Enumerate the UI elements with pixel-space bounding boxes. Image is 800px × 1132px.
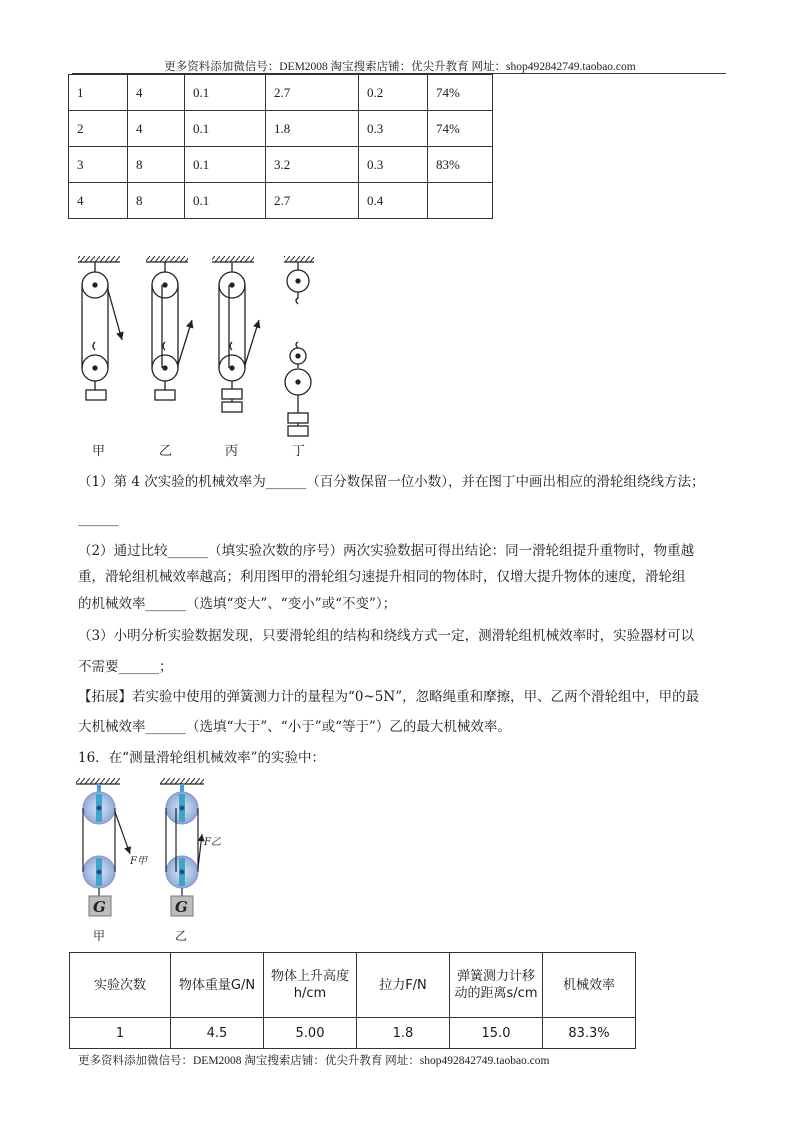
table-row bbox=[69, 183, 493, 219]
force-label-jia: F甲 bbox=[130, 856, 147, 867]
extension-line-2: 大机械效率______（选填“大于”、“小于”或“等于”）乙的最大机械效率。 bbox=[78, 719, 511, 735]
table-cell: 2.7 bbox=[266, 75, 359, 111]
table-header-cell: 弹簧测力计移动的距离s/cm bbox=[450, 953, 543, 1018]
question-3-line-1: （3）小明分析实验数据发现，只要滑轮组的结构和绕线方式一定，测滑轮组机械效率时，实验器材可以 bbox=[78, 628, 695, 644]
table-cell: 3.2 bbox=[266, 147, 359, 183]
question-3-line-2: 不需要______； bbox=[78, 659, 173, 675]
table-row bbox=[69, 75, 493, 111]
table-cell: 8 bbox=[128, 183, 185, 219]
table-header-cell: 机械效率 bbox=[543, 953, 636, 1018]
pulley-system-yi-2 bbox=[160, 778, 221, 916]
table-header-cell: 物体上升高度h/cm bbox=[264, 953, 357, 1018]
table-cell: 1.8 bbox=[266, 111, 359, 147]
table-cell: 0.1 bbox=[185, 111, 266, 147]
figure2-label-jia: 甲 bbox=[93, 929, 106, 943]
table-cell: 5.00 bbox=[264, 1018, 357, 1049]
experiment-table-1 bbox=[68, 74, 493, 219]
table-cell: 2 bbox=[69, 111, 128, 147]
table-header-cell: 实验次数 bbox=[70, 953, 171, 1018]
table-cell: 1 bbox=[69, 75, 128, 111]
table-row bbox=[70, 1018, 636, 1049]
table-cell: 8 bbox=[128, 147, 185, 183]
extension-line-1: 【拓展】若实验中使用的弹簧测力计的量程为“0~5N”，忽略绳重和摩擦，甲、乙两个滑轮组中，甲的最 bbox=[78, 689, 700, 705]
page-footer: 更多资料添加微信号：DEM2008 淘宝搜索店铺：优尖升教育 网址：shop492842749.taobao.com bbox=[78, 1055, 550, 1067]
table-cell: 1.8 bbox=[357, 1018, 450, 1049]
force-label-yi: F乙 bbox=[204, 837, 221, 848]
table-cell: 4 bbox=[128, 75, 185, 111]
weight-label-jia: G bbox=[93, 898, 106, 916]
pulley-system-yi bbox=[146, 256, 192, 400]
question-2-line-2: 重，滑轮组机械效率越高；利用图甲的滑轮组匀速提升相同的物体时，仅增大提升物体的速度，滑轮组 bbox=[78, 569, 686, 585]
table-cell: 15.0 bbox=[450, 1018, 543, 1049]
table-cell: 83.3% bbox=[543, 1018, 636, 1049]
table-cell: 4.5 bbox=[171, 1018, 264, 1049]
experiment-table-2 bbox=[69, 952, 636, 1049]
question-1-line-2: ______ bbox=[78, 511, 119, 527]
table-header-cell: 物体重量G/N bbox=[171, 953, 264, 1018]
table-cell: 4 bbox=[128, 111, 185, 147]
question-16-title: 16．在“测量滑轮组机械效率”的实验中： bbox=[78, 750, 325, 766]
table-cell: 74% bbox=[428, 111, 493, 147]
figure2-label-yi: 乙 bbox=[175, 929, 188, 943]
page-header: 更多资料添加微信号：DEM2008 淘宝搜索店铺：优尖升教育 网址：shop492842749.taobao.com bbox=[164, 61, 636, 73]
pulley-system-ding bbox=[284, 256, 314, 436]
pulley-system-jia bbox=[78, 256, 122, 400]
table-cell: 0.4 bbox=[359, 183, 428, 219]
table-cell: 1 bbox=[70, 1018, 171, 1049]
figure-label-yi: 乙 bbox=[159, 444, 173, 459]
table-header-cell: 拉力F/N bbox=[357, 953, 450, 1018]
figure-label-ding: 丁 bbox=[292, 444, 306, 459]
table-cell: 0.3 bbox=[359, 147, 428, 183]
table-cell: 4 bbox=[69, 183, 128, 219]
table-cell: 0.1 bbox=[185, 147, 266, 183]
figure-label-jia: 甲 bbox=[92, 444, 106, 459]
pulley-system-jia-2 bbox=[76, 778, 148, 916]
table-cell: 0.1 bbox=[185, 75, 266, 111]
weight-label-yi: G bbox=[175, 898, 188, 916]
question-2-line-1: （2）通过比较______（填实验次数的序号）两次实验数据可得出结论：同一滑轮组提升重物时，物重越 bbox=[78, 543, 695, 559]
table-cell: 83% bbox=[428, 147, 493, 183]
table-cell: 0.3 bbox=[359, 111, 428, 147]
table-row bbox=[69, 111, 493, 147]
table-cell: 0.2 bbox=[359, 75, 428, 111]
question-2-line-3: 的机械效率______（选填“变大”、“变小”或“不变”）； bbox=[78, 596, 397, 612]
pulley-figure-2 bbox=[70, 772, 270, 947]
question-1-line-1: （1）第 4 次实验的机械效率为______（百分数保留一位小数），并在图丁中画出相应的滑轮组绕线方法； bbox=[78, 474, 705, 490]
table-cell: 2.7 bbox=[266, 183, 359, 219]
table-row bbox=[69, 147, 493, 183]
table-header-row bbox=[70, 953, 636, 1018]
figure-label-bing: 丙 bbox=[225, 444, 239, 459]
table-cell: 0.1 bbox=[185, 183, 266, 219]
table-cell: 74% bbox=[428, 75, 493, 111]
table-cell: 3 bbox=[69, 147, 128, 183]
pulley-figure-1 bbox=[70, 250, 340, 460]
pulley-system-bing bbox=[212, 256, 259, 412]
table-cell bbox=[428, 183, 493, 219]
